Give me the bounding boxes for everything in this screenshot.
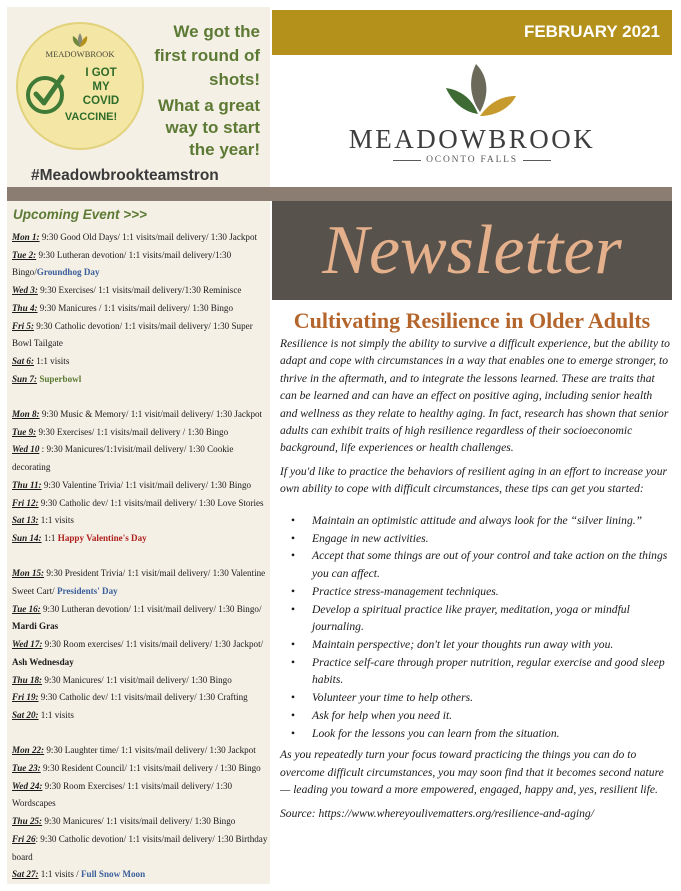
event-date: Sat 27: (12, 869, 39, 880)
event-item (12, 406, 268, 424)
event-date: Fri 26 (12, 833, 36, 844)
event-item (12, 760, 268, 778)
event-item (12, 689, 268, 707)
event-date: Wed 17: (12, 639, 43, 650)
upcoming-events-heading: Upcoming Event >>> (13, 207, 147, 222)
article-paragraph-3: As you repeatedly turn your focus toward practicing the things you can do to overcome difficult circumstances, you may soon find that it becomes second nature — leading you toward a more empowered, engaged, happy and, yes, resilient life. (280, 748, 664, 797)
event-text: 9:30 Resident Council/ 1:1 visits/mail delivery / 1:30 Bingo (40, 763, 261, 774)
event-date: Sat 13: (12, 515, 39, 526)
event-text: 1:1 visits (38, 709, 74, 720)
event-date: Wed 3: (12, 285, 38, 296)
event-date: Tue 16: (12, 603, 41, 614)
event-date: Sun 14: (12, 532, 42, 543)
promo-line-3: shots! (209, 70, 260, 89)
event-item (12, 512, 268, 530)
event-item (12, 831, 268, 866)
event-item (12, 495, 268, 513)
promo-line-6: the year! (189, 140, 260, 159)
event-item (12, 707, 268, 725)
event-text: : 9:30 Manicures/1:1visit/mail delivery/ 1:30 Cookie decorating (12, 444, 234, 473)
tip-item: • Maintain perspective; don't let your thoughts run away with you. (280, 636, 670, 653)
event-date: Sat 6: (12, 355, 34, 366)
event-text: 9:30 Catholic dev/ 1:1 visits/mail delivery/ 1:30 Crafting (38, 692, 248, 703)
event-date: Tue 9: (12, 426, 37, 437)
tip-item: • Maintain an optimistic attitude and always look for the “silver lining.” (280, 512, 670, 529)
badge-line-2: MY (92, 81, 110, 93)
tip-item: • Practice stress-management techniques. (280, 583, 670, 600)
event-date: Thu 18: (12, 674, 43, 685)
badge-brand: MEADOWBROOK (45, 49, 115, 59)
article-body (280, 335, 670, 828)
event-text: 9:30 Exercises/ 1:1 visits/mail delivery/1:30 Reminisce (37, 285, 242, 296)
vaccine-badge (15, 21, 145, 151)
event-date: Fri 5: (12, 320, 34, 331)
tips-list (280, 512, 670, 743)
event-text: 9:30 President Trivia/ 1:1 visit/mail delivery/ 1:30 Valentine Sweet Cart/ (12, 568, 266, 597)
event-item (12, 353, 268, 371)
badge-line-1: I GOT (85, 67, 117, 79)
event-item (12, 441, 268, 476)
event-item (12, 601, 268, 636)
article-source: Source: https://www.whereyoulivematters.org/resilience-and-aging/ (280, 806, 594, 820)
event-text: 9:30 Good Old Days/ 1:1 visits/mail delivery/ 1:30 Jackpot (39, 232, 258, 242)
promo-line-4: What a great (157, 96, 260, 115)
leaf-logo-icon (440, 62, 518, 122)
event-item (12, 247, 268, 282)
tip-item: • Look for the lessons you can learn from the situation. (280, 725, 670, 742)
event-item (12, 477, 268, 495)
week-gap (12, 388, 268, 406)
hashtag: #Meadowbrookteamstron (31, 167, 219, 184)
month-bar (272, 10, 672, 55)
event-item (12, 565, 268, 600)
event-item (12, 742, 268, 760)
event-text: 1:1 visits (38, 515, 74, 526)
logo-subtitle (272, 155, 672, 165)
event-item (12, 424, 268, 442)
event-text: 1:1 visits (33, 355, 70, 366)
event-item (12, 371, 268, 389)
tip-item: • Engage in new activities. (280, 530, 670, 547)
article-paragraph-2: If you'd like to practice the behaviors of resilient aging in an effort to increase your own ability to cope with difficult circumstances, these tips can get you started: (280, 464, 668, 496)
event-item (12, 866, 268, 884)
event-text: : 9:30 Catholic devotion/ 1:1 visits/mail delivery/ 1:30 Birthday board (12, 833, 268, 862)
event-date: Tue 23: (12, 763, 41, 774)
event-date: Thu 25: (12, 816, 43, 827)
event-text: 9:30 Room exercises/ 1:1 visits/mail delivery/ 1:30 Jackpot/ (42, 639, 264, 650)
event-highlight: Happy Valentine's Day (57, 532, 147, 543)
event-text: 9:30 Catholic devotion/ 1:1 visits/mail delivery/ 1:30 Super Bowl Tailgate (12, 320, 253, 349)
event-date: Thu 11: (12, 479, 42, 490)
event-date: Mon 1: (12, 232, 40, 242)
promo-line-1: We got the (173, 22, 260, 41)
event-item (12, 530, 268, 548)
event-text: 9:30 Laughter time/ 1:1 visits/mail delivery/ 1:30 Jackpot (44, 745, 256, 756)
event-date: Sat 20: (12, 709, 39, 720)
event-date: Tue 2: (12, 249, 37, 260)
tip-item: • Ask for help when you need it. (280, 707, 670, 724)
event-date: Wed 24: (12, 780, 43, 791)
events-list (12, 229, 268, 884)
issue-month: FEBRUARY 2021 (523, 22, 660, 41)
event-item (12, 318, 268, 353)
event-item (12, 300, 268, 318)
week-gap (12, 548, 268, 566)
badge-line-3: COVID (82, 95, 120, 107)
event-item (12, 282, 268, 300)
event-highlight: Groundhog Day (36, 267, 100, 278)
event-text: 9:30 Room Exercises/ 1:1 visits/mail delivery/ 1:30 Wordscapes (12, 780, 233, 809)
events-sidebar (7, 201, 270, 884)
event-date: Wed 10 (12, 444, 40, 455)
event-highlight: Ash Wednesday (12, 656, 74, 667)
article-title: Cultivating Resilience in Older Adults (293, 308, 651, 333)
event-item (12, 636, 268, 671)
event-date: Mon 22: (12, 745, 45, 756)
tip-item: • Accept that some things are out of your control and take action on the things you can affect. (280, 547, 670, 582)
vaccine-promo (7, 7, 270, 187)
event-text: 9:30 Lutheran devotion/ 1:1 visits/mail delivery/1:30 Bingo/ (12, 249, 232, 278)
event-text: 1:1 (41, 532, 58, 543)
event-item (12, 778, 268, 813)
event-highlight: Mardi Gras (12, 621, 59, 632)
badge-line-4: VACCINE! (64, 111, 118, 123)
event-item (12, 813, 268, 831)
event-text: 9:30 Manicures / 1:1 visits/mail delivery/ 1:30 Bingo (37, 302, 234, 313)
event-text: 9:30 Lutheran devotion/ 1:1 visit/mail delivery/ 1:30 Bingo/ (40, 603, 262, 614)
event-date: Fri 19: (12, 692, 39, 703)
event-text: 9:30 Manicures/ 1:1 visits/mail delivery/ 1:30 Bingo (42, 816, 236, 827)
logo-wordmark: MEADOWBROOK (348, 124, 596, 154)
event-item (12, 672, 268, 690)
vaccine-badge-graphic (15, 21, 145, 151)
event-date: Fri 12: (12, 497, 39, 508)
event-date: Mon 8: (12, 409, 40, 420)
logo-rule-right (523, 160, 551, 161)
newsletter-banner (272, 201, 672, 300)
event-text: 9:30 Exercises/ 1:1 visits/mail delivery / 1:30 Bingo (36, 426, 229, 437)
event-text: 9:30 Valentine Trivia/ 1:1 visit/mail delivery/ 1:30 Bingo (41, 479, 252, 490)
event-date: Sun 7: (12, 373, 38, 384)
tip-item: • Develop a spiritual practice like prayer, meditation, yoga or mindful journaling. (280, 601, 670, 636)
event-text: 1:1 visits / (38, 869, 81, 880)
promo-line-5: way to start (165, 118, 260, 137)
event-text: 9:30 Catholic dev/ 1:1 visits/mail delivery/ 1:30 Love Stories (38, 497, 264, 508)
event-date: Thu 4: (12, 302, 38, 313)
section-divider (7, 187, 672, 201)
event-highlight: Superbowl (39, 373, 82, 384)
newsletter-title: Newsletter (322, 212, 622, 289)
week-gap (12, 725, 268, 743)
event-text: 9:30 Music & Memory/ 1:1 visit/mail delivery/ 1:30 Jackpot (39, 409, 263, 420)
tip-item: • Volunteer your time to help others. (280, 689, 670, 706)
logo-rule-left (393, 160, 421, 161)
promo-line-2: first round of (154, 46, 260, 65)
event-date: Mon 15: (12, 568, 45, 579)
event-highlight: Full Snow Moon (80, 869, 146, 880)
article-paragraph-1: Resilience is not simply the ability to survive a difficult experience, but the ability to adapt and cope with circumstances in a way that enables one to emerge stronger, to thrive in the aftermath, and to integrate the lessons learned. These are traits that can be learned and can have an effect on positive aging, including senior health and wellness as they relate to healthy aging. In fact, research has shown that senior adults can exhibit traits of high resilience regardless of their socioeconomic background, life experiences or health challenges. (280, 337, 670, 455)
event-item (12, 229, 268, 247)
tip-item: • Practice self-care through proper nutrition, regular exercise and good sleep habits. (280, 654, 670, 689)
logo-location: OCONTO FALLS (426, 155, 518, 165)
event-text: 9:30 Manicures/ 1:1 visit/mail delivery/ 1:30 Bingo (42, 674, 232, 685)
event-highlight: Presidents' Day (56, 586, 118, 597)
